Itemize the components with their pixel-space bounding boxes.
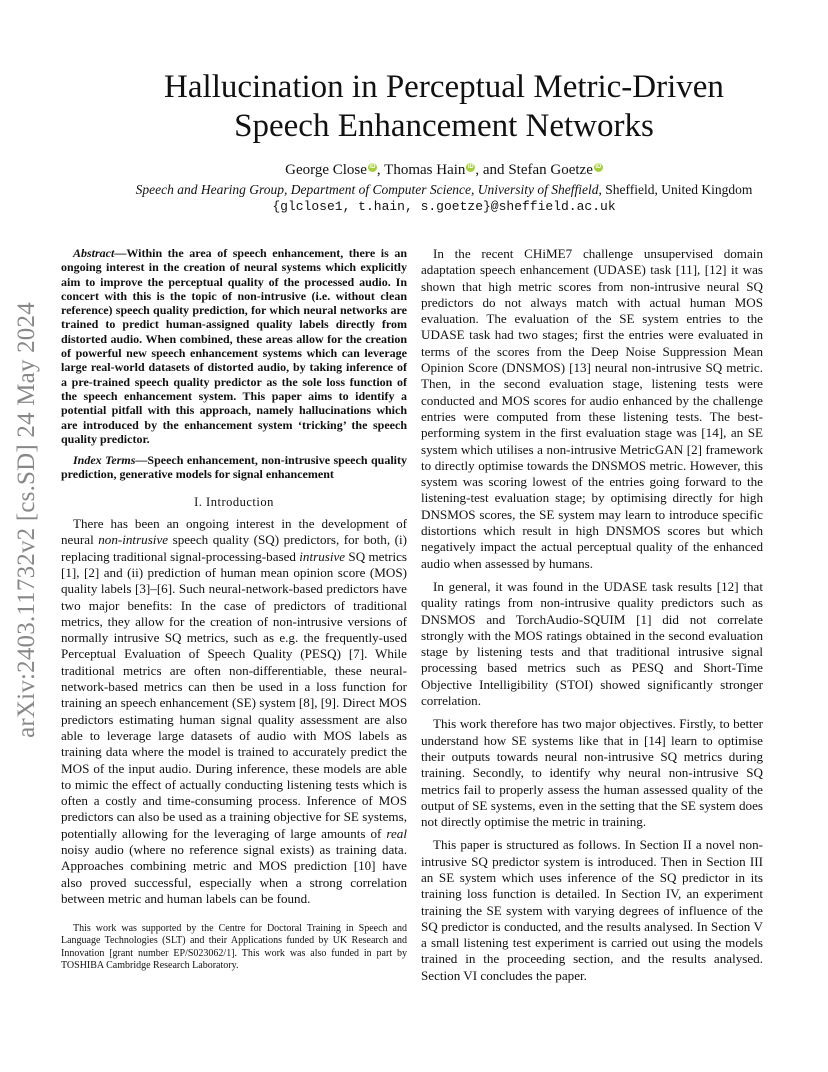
intro-emphasis: real (386, 825, 407, 841)
author-separator: , and (475, 162, 509, 178)
affiliation-group: Speech and Hearing Group, Department of Computer Science, University of Sheffield (135, 182, 599, 197)
intro-emphasis: intrusive (299, 548, 346, 564)
intro-emphasis: non-intrusive (98, 532, 169, 548)
author-list (60, 162, 828, 179)
intro-text: There has been an ongoing interest in the development of neural (61, 516, 407, 548)
orcid-icon[interactable]: iD (595, 164, 602, 170)
abstract-text: —Within the area of speech enhancement, there is an ongoing interest in the creation of neural systems which explicitly aim to improve the perceptual quality of the processed audio. In concert with this is the topic of non-intrusive (i.e. without clean reference) speech quality prediction, for which neural networks are trained to predict human-assigned quality labels directly from distorted audio. When combined, these areas allow for the creation of powerful new speech enhancement systems which can leverage large real-world datasets of distorted audio, by taking inference of a pre-trained speech quality predictor as the sole loss function of the speech enhancement system. This paper aims to identify a potential pitfall with this approach, namely hallucinations which are introduced by the enhancement system ‘tricking’ the speech quality predictor. (61, 246, 407, 446)
left-column (61, 246, 407, 914)
index-terms-label: Index Terms (73, 453, 136, 468)
abstract-label: Abstract (73, 246, 115, 260)
author-separator: , (376, 162, 385, 178)
author-emails: {glclose1, t.hain, s.goetze}@sheffield.ac.uk (272, 199, 616, 214)
orcid-icon[interactable]: iD (467, 164, 474, 170)
intro-text: noisy audio (where no reference signal exists) as training data. Approaches combining metric and MOS prediction [10] have also proved successful, especially when a strong correlation between metric and human labels can be found. (61, 841, 407, 906)
arxiv-identifier (10, 280, 44, 760)
intro-paragraph (61, 516, 407, 907)
paper-title (60, 68, 828, 146)
right-column (421, 246, 763, 991)
body-paragraph: This work therefore has two major objectives. Firstly, to better understand how SE systems like that in [14] learn to optimise their outputs towards neural non-intrusive SQ metrics during training. Secondly, to identify why neural non-intrusive SQ metrics fail to properly assess the human assessed quality of the output of SE systems, even in the setting that the SE system does not directly optimise the metric in training. (421, 716, 763, 830)
index-terms-text: —Speech enhancement, non-intrusive speech quality prediction, generative models for signal enhancement (61, 453, 407, 482)
body-paragraph: In general, it was found in the UDASE task results [12] that quality ratings from non-intrusive quality predictors such as DNSMOS and TorchAudio-SQUIM [1] did not correlate strongly with the MOS ratings obtained in the second evaluation stage by listening tests and that traditional intrusive signal processing based metrics such as PESQ and Short-Time Objective Intelligibility (STOI) showed significantly stronger correlation. (421, 578, 763, 709)
orcid-icon[interactable]: iD (369, 164, 376, 170)
intro-text: SQ metrics [1], [2] and (ii) prediction of human mean opinion score (MOS) quality labels [3]–[6]. Such neural-network-based predictors have two major benefits: In the case of predictors of traditional metrics, they allow for the creation of non-intrusive versions of normally intrusive SQ metrics, such as e.g. the frequently-used Perceptual Evaluation of Speech Quality (PESQ) [7]. While traditional metrics are often non-differentiable, these neural-network-based metrics can then be used in a loss function for training an speech enhancement (SE) system [8], [9]. Direct MOS predictors estimating human signal quality assessment are also able to leverage large datasets of audio with MOS labels as training data where the model is trained to accurately predict the MOS of the input audio. During inference, these models are able to mimic the effect of actually conducting listening tests which is often a costly and time-consuming process. Inference of MOS predictors can also be used as a training objective for SE systems, potentially allowing for the leveraging of large amounts of (61, 548, 408, 841)
index-terms (61, 453, 407, 482)
title-line-2: Speech Enhancement Networks (234, 108, 654, 144)
author-george-close: George Close (285, 162, 367, 178)
author-thomas-hain: Thomas Hain (384, 162, 466, 178)
title-line-1: Hallucination in Perceptual Metric-Driven (164, 69, 724, 105)
affiliation-location: , Sheffield, United Kingdom (598, 182, 753, 197)
affiliation (60, 182, 828, 198)
funding-footnote: This work was supported by the Centre for Doctoral Training in Speech and Language Technologies (SLT) and their Applications funded by UK Research and Innovation [grant number EP/S023062/1]. This work was also funded in part by TOSHIBA Cambridge Research Laboratory. (61, 923, 407, 971)
intro-text: speech quality (SQ) predictors, for both, (i) replacing traditional signal-processing-based (61, 532, 407, 564)
body-paragraph: In the recent CHiME7 challenge unsupervised domain adaptation speech enhancement (UDASE) task [11], [12] it was shown that high metric scores from non-intrusive neural SQ predictors do not always match with actual human MOS evaluation. The evaluation of the SE system entries to the UDASE task had two stages; first the entries were evaluated in terms of the scores from the Deep Noise Suppression Mean Opinion Score (DNSMOS) [13] neural non-intrusive SQ metric. Then, in the second evaluation stage, listening tests were conducted and MOS scores for audio enhanced by the challenge entries were computed from these listening tests. The best-performing system in the first evaluation stage was [14], an SE system which utilises a non-intrusive MetricGAN [2] framework to directly optimise towards the DNSMOS metric. However, this system was scoring lowest of the entries going forward to the listening-test evaluation stage; by optimising directly for high DNSMOS scores, the SE system may learn to introduce specific distortions which result in high DNSMOS scores but which negatively impact the actual perceptual quality of the enhanced audio when assessed by humans. (421, 246, 763, 571)
author-stefan-goetze: Stefan Goetze (508, 162, 593, 178)
section-heading-introduction: I. Introduction (194, 494, 274, 509)
body-paragraph: This paper is structured as follows. In Section II a novel non-intrusive SQ predictor system is introduced. Then in Section III an SE system which uses inference of the SQ predictor in its training loss function is detailed. In Section IV, an experiment training the SE system with varying degrees of influence of the SQ predictor is conducted, and the results analysed. In Section V a small listening test experiment is carried out using the models trained in the proceeding section, and the results analysed. Section VI concludes the paper. (421, 837, 763, 983)
arxiv-identifier-text: arXiv:2403.11732v2 [cs.SD] 24 May 2024 (13, 302, 40, 738)
abstract (61, 246, 407, 446)
